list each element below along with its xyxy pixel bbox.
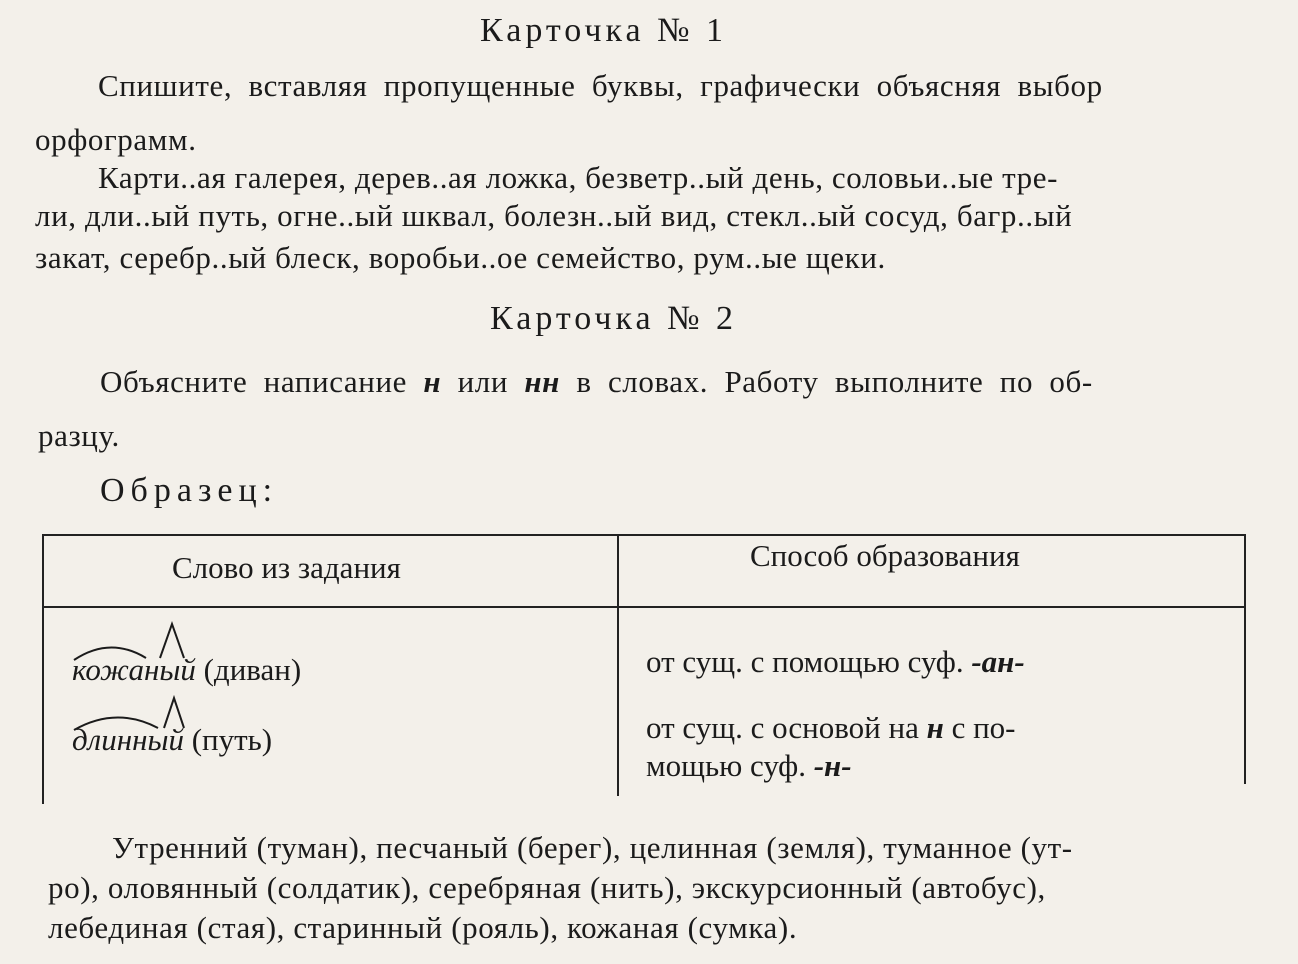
instruction-part-a: Объясните написание bbox=[100, 364, 408, 399]
card-2-instruction-line-1 bbox=[100, 364, 1093, 400]
table-header-method: Способ образования bbox=[750, 538, 1020, 573]
table-row-1-method-cell bbox=[646, 644, 1025, 680]
card-1-instruction-line-1: Спишите, вставляя пропущенные буквы, графически объясняя выбор bbox=[98, 68, 1103, 103]
root-arc-row-2 bbox=[74, 717, 158, 730]
row-2-method-a: от сущ. с основой на bbox=[646, 710, 919, 745]
card-1-text-line-2: ли, дли..ый путь, огне..ый шквал, болезн..ый вид, стекл..ый сосуд, багр..ый bbox=[35, 198, 1073, 233]
row-2-method-letter: н bbox=[926, 710, 944, 745]
card-2-title: Карточка № 2 bbox=[490, 300, 738, 337]
card-1-instruction-line-2: орфограмм. bbox=[35, 122, 197, 157]
row-2-method-b: с по- bbox=[951, 710, 1016, 745]
row-1-context: (диван) bbox=[203, 652, 302, 687]
letter-nn: нн bbox=[524, 364, 560, 399]
morpheme-marks-row-2 bbox=[42, 534, 302, 744]
card-1-text-line-3: закат, серебр..ый блеск, воробьи..ое семейство, рум..ые щеки. bbox=[35, 240, 886, 275]
row-1-word: кожаный bbox=[72, 652, 196, 687]
card-1-title: Карточка № 1 bbox=[480, 12, 728, 49]
instruction-part-b: в словах. Работу выполните по об- bbox=[576, 364, 1093, 399]
row-1-suffix: -ан- bbox=[971, 644, 1025, 679]
sample-table bbox=[42, 534, 1246, 804]
suffix-mark-row-2 bbox=[164, 698, 184, 728]
sample-label: Образец: bbox=[100, 472, 279, 509]
exercise-line-3: лебединая (стая), старинный (рояль), кожаная (сумка). bbox=[48, 910, 798, 945]
row-2-suffix: -н- bbox=[813, 748, 852, 783]
table-row-2-method-line-2 bbox=[646, 748, 852, 784]
row-2-context: (путь) bbox=[191, 722, 273, 757]
card-2-instruction-line-2: разцу. bbox=[38, 418, 120, 453]
exercise-line-1: Утренний (туман), песчаный (берег), целинная (земля), туманное (ут- bbox=[112, 830, 1073, 865]
table-header-word: Слово из задания bbox=[172, 550, 401, 585]
row-1-method: от сущ. с помощью суф. bbox=[646, 644, 964, 679]
table-right-border bbox=[1244, 534, 1246, 784]
row-2-method-l2: мощью суф. bbox=[646, 748, 806, 783]
table-column-divider bbox=[617, 534, 619, 796]
row-2-word: длинный bbox=[72, 722, 184, 757]
exercise-line-2: ро), оловянный (солдатик), серебряная (нить), экскурсионный (автобус), bbox=[48, 870, 1046, 905]
instruction-or: или bbox=[457, 364, 509, 399]
letter-n: н bbox=[423, 364, 442, 399]
table-row-2-method-cell bbox=[646, 710, 1016, 746]
card-1-text-line-1: Карти..ая галерея, дерев..ая ложка, безветр..ый день, соловьи..ые тре- bbox=[98, 160, 1059, 195]
